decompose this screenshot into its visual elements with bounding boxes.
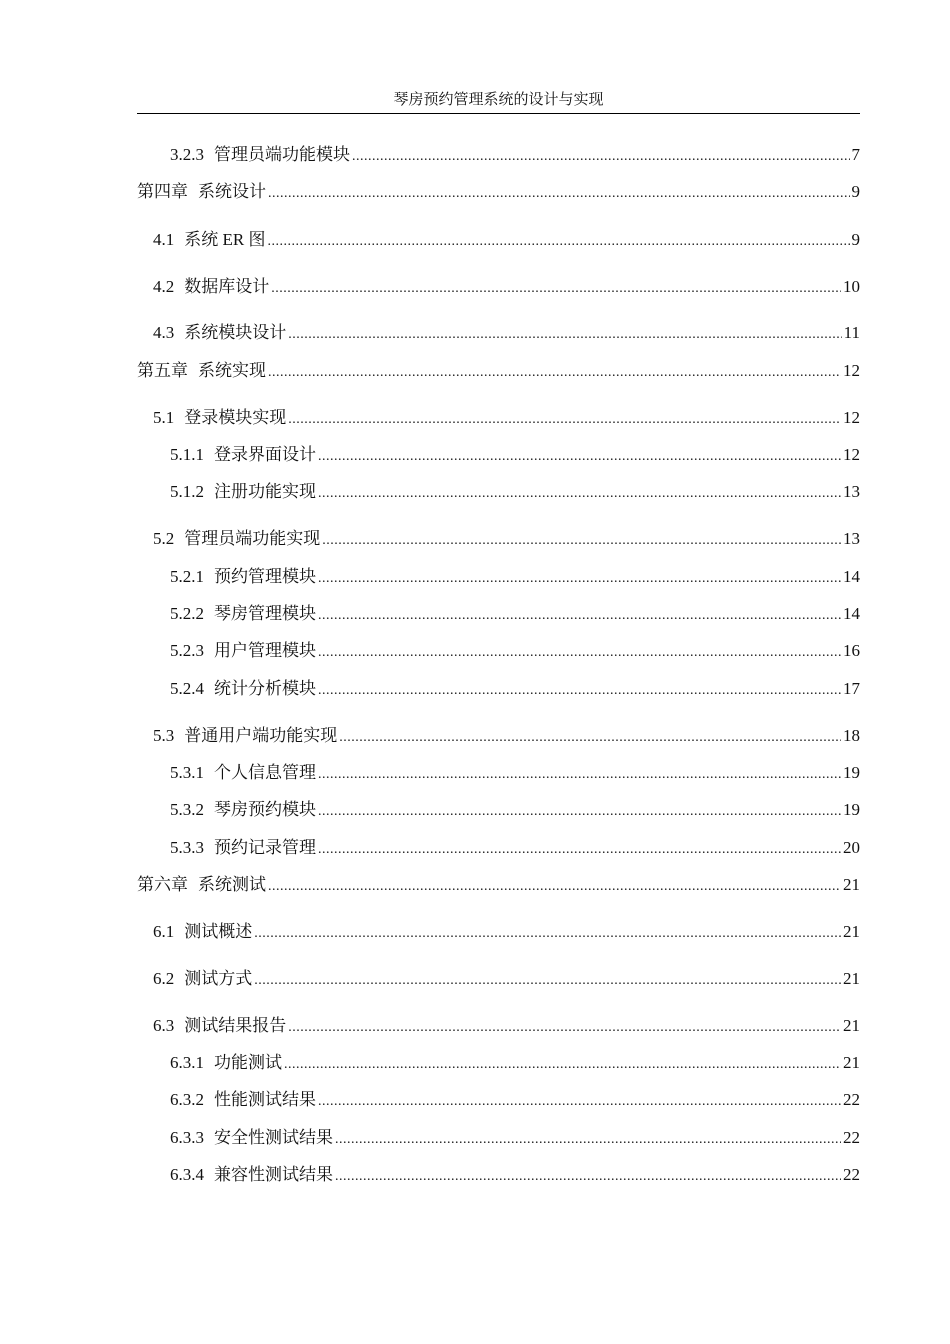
toc-dot-leader [352,145,850,169]
toc-entry-number: 6.3 [153,1016,175,1035]
toc-entry-number: 6.3.3 [170,1128,204,1147]
toc-entry-title: 测试方式 [184,969,253,988]
toc-entry-title: 测试结果报告 [184,1016,287,1035]
toc-entry-number: 6.3.2 [170,1090,204,1109]
toc-entry-page-number: 12 [843,408,860,427]
toc-entry[interactable] [170,1088,860,1112]
toc-entry-number: 6.3.4 [170,1165,204,1184]
page-header: 琴房预约管理系统的设计与实现 [393,92,604,108]
toc-entry-page-number: 22 [843,1128,860,1147]
toc-entry[interactable] [170,480,860,504]
toc-entry-title: 个人信息管理 [214,763,316,782]
toc-dot-leader [322,529,841,553]
toc-entry[interactable] [153,527,860,551]
toc-dot-leader [335,1165,841,1189]
toc-entry[interactable] [153,724,860,748]
toc-entry[interactable] [137,359,860,383]
toc-entry-number: 第六章 [137,875,188,894]
toc-entry[interactable] [170,1126,860,1150]
toc-entry-title: 测试概述 [184,922,253,941]
toc-entry-page-number: 17 [843,679,860,698]
toc-entry[interactable] [153,321,860,345]
toc-dot-leader [318,838,841,862]
toc-entry-title: 管理员端功能实现 [184,529,321,548]
toc-entry-number: 5.1.2 [170,482,204,501]
toc-entry-number: 第四章 [137,182,188,201]
toc-entry-number: 5.3.1 [170,763,204,782]
toc-entry-number: 4.3 [153,323,175,342]
toc-entry-title: 系统测试 [198,875,266,894]
toc-entry-number: 6.2 [153,969,175,988]
toc-dot-leader [288,1016,841,1040]
toc-entry-page-number: 10 [843,277,860,296]
toc-entry-page-number: 14 [843,567,860,586]
toc-dot-leader [318,641,841,665]
toc-entry-page-number: 11 [843,323,860,342]
toc-entry-number: 5.2.4 [170,679,204,698]
toc-entry[interactable] [170,836,860,860]
toc-entry-page-number: 14 [843,604,860,623]
toc-entry-page-number: 20 [843,838,860,857]
toc-dot-leader [318,604,841,628]
toc-dot-leader [268,182,850,206]
toc-dot-leader [318,567,841,591]
toc-entry-title: 兼容性测试结果 [214,1165,333,1184]
toc-entry-page-number: 13 [843,529,860,548]
toc-entry-number: 5.2 [153,529,175,548]
toc-entry-number: 5.1 [153,408,175,427]
toc-entry[interactable] [153,967,860,991]
toc-entry-page-number: 18 [843,726,860,745]
toc-entry-number: 5.2.1 [170,567,204,586]
toc-dot-leader [335,1128,841,1152]
toc-entry[interactable] [153,406,860,430]
toc-entry-title: 注册功能实现 [214,482,316,501]
toc-dot-leader [288,408,841,432]
toc-entry[interactable] [153,920,860,944]
toc-entry[interactable] [153,1014,860,1038]
toc-dot-leader [318,679,841,703]
toc-entry-number: 第五章 [137,361,188,380]
toc-entry-title: 功能测试 [214,1053,282,1072]
toc-dot-leader [254,969,841,993]
toc-entry-page-number: 12 [843,361,860,380]
toc-entry-page-number: 9 [851,230,860,249]
toc-entry-page-number: 22 [843,1165,860,1184]
toc-entry-number: 6.3.1 [170,1053,204,1072]
toc-entry-page-number: 12 [843,445,860,464]
toc-dot-leader [254,922,841,946]
toc-entry[interactable] [153,228,860,252]
toc-entry-title: 预约管理模块 [214,567,316,586]
toc-entry-number: 5.3 [153,726,175,745]
toc-entry-page-number: 21 [843,1016,860,1035]
toc-entry-title: 统计分析模块 [214,679,316,698]
toc-entry-page-number: 22 [843,1090,860,1109]
toc-entry-page-number: 13 [843,482,860,501]
toc-dot-leader [318,763,841,787]
toc-dot-leader [268,875,841,899]
toc-entry-page-number: 7 [851,145,860,164]
toc-entry-page-number: 21 [843,1053,860,1072]
toc-entry-number: 3.2.3 [170,145,204,164]
toc-dot-leader [284,1053,841,1077]
toc-entry-page-number: 21 [843,969,860,988]
toc-entry-title: 安全性测试结果 [214,1128,333,1147]
toc-entry-title: 系统模块设计 [184,323,287,342]
toc-entry[interactable] [153,275,860,299]
toc-entry-title: 系统 ER 图 [184,230,266,249]
toc-entry-title: 普通用户端功能实现 [184,726,338,745]
toc-entry[interactable] [170,143,860,167]
toc-dot-leader [318,800,841,824]
toc-entry[interactable] [170,443,860,467]
toc-entry-number: 5.2.2 [170,604,204,623]
toc-entry-title: 性能测试结果 [214,1090,316,1109]
toc-entry-page-number: 16 [843,641,860,660]
toc-dot-leader [318,1090,841,1114]
toc-entry-title: 登录模块实现 [184,408,287,427]
toc-entry-number: 5.3.3 [170,838,204,857]
toc-entry-title: 琴房管理模块 [214,604,316,623]
toc-entry-number: 4.2 [153,277,175,296]
toc-entry-title: 数据库设计 [184,277,270,296]
toc-entry-title: 登录界面设计 [214,445,316,464]
toc-entry-title: 系统设计 [198,182,266,201]
toc-dot-leader [318,482,841,506]
toc-entry-page-number: 9 [851,182,860,201]
toc-entry-page-number: 21 [843,875,860,894]
toc-entry-number: 4.1 [153,230,175,249]
toc-entry[interactable] [170,1163,860,1187]
toc-dot-leader [318,445,841,469]
toc-entry-title: 管理员端功能模块 [214,145,350,164]
toc-entry-number: 5.2.3 [170,641,204,660]
toc-entry-page-number: 19 [843,800,860,819]
toc-dot-leader [271,277,841,301]
toc-entry[interactable] [170,602,860,626]
toc-entry-title: 琴房预约模块 [214,800,316,819]
toc-dot-leader [267,230,849,254]
toc-entry-number: 6.1 [153,922,175,941]
toc-entry-page-number: 21 [843,922,860,941]
toc-entry[interactable] [137,873,860,897]
toc-entry[interactable] [170,798,860,822]
toc-entry[interactable] [170,639,860,663]
toc-entry-page-number: 19 [843,763,860,782]
toc-dot-leader [268,361,841,385]
toc-entry[interactable] [170,761,860,785]
toc-entry-title: 用户管理模块 [214,641,316,660]
toc-entry[interactable] [170,677,860,701]
toc-entry[interactable] [170,1051,860,1075]
toc-entry-title: 预约记录管理 [214,838,316,857]
toc-entry[interactable] [170,565,860,589]
toc-entry-number: 5.3.2 [170,800,204,819]
toc-dot-leader [339,726,841,750]
toc-entry-title: 系统实现 [198,361,266,380]
toc-entry[interactable] [137,180,860,204]
toc-entry-number: 5.1.1 [170,445,204,464]
toc-dot-leader [288,323,841,347]
